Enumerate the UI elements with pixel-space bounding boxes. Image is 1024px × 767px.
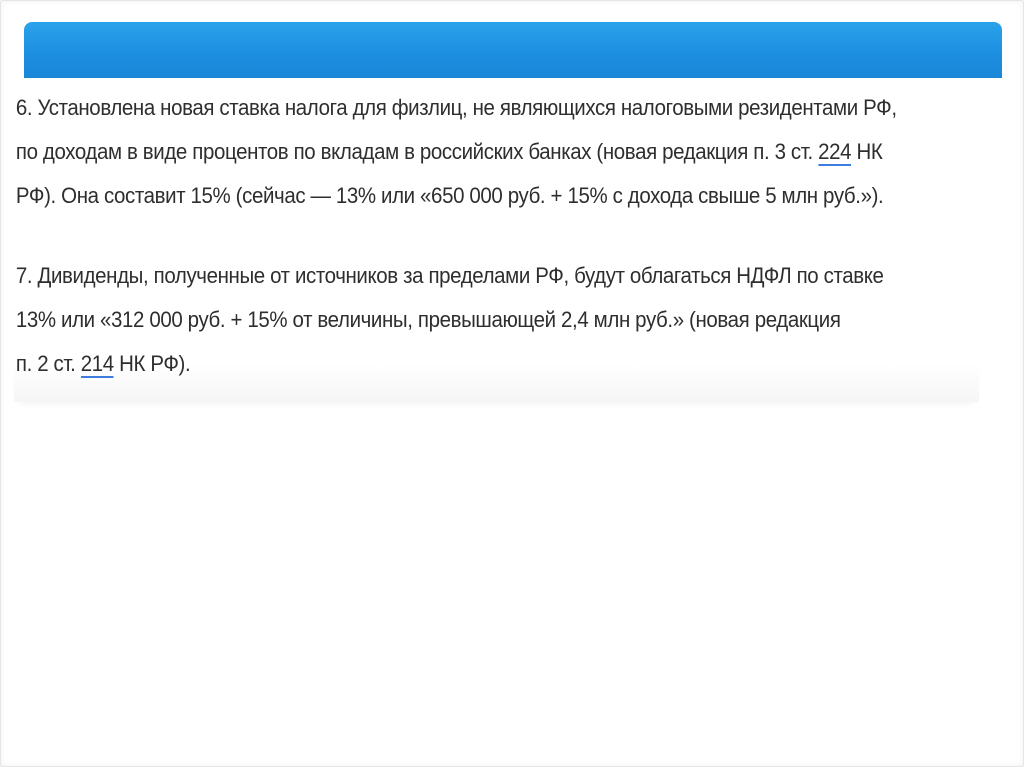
paragraph-7-line-3: [16, 342, 974, 386]
paragraph-7-line-2: 13% или «312 000 руб. + 15% от величины, превышающей 2,4 млн руб.» (новая редакция: [15, 307, 841, 332]
paragraph-6: [14, 86, 974, 218]
slide-content: [14, 86, 979, 402]
paragraph-6-line-1: 6. Установлена новая ставка налога для физлиц, не являющихся налоговыми резидентами РФ,: [15, 95, 897, 120]
paragraph-6-line-2-tail: НК: [851, 139, 883, 164]
paragraph-6-line-2-text: по доходам в виде процентов по вкладам в российских банках (новая редакция п. 3 ст.: [15, 139, 819, 164]
paragraph-7-line-1: 7. Дивиденды, полученные от источников за пределами РФ, будут облагаться НДФЛ по ставке: [15, 263, 884, 288]
article-224-link[interactable]: 224: [818, 139, 852, 164]
paragraph-6-line-3: РФ). Она составит 15% (сейчас — 13% или «650 000 руб. + 15% с дохода свыше 5 млн руб.»).: [15, 183, 884, 208]
article-214-link[interactable]: 214: [80, 351, 114, 376]
paragraph-7: [14, 254, 974, 386]
paragraph-7-line-3-text: п. 2 ст.: [15, 351, 81, 376]
paragraph-6-line-2: [16, 130, 974, 174]
header-bar: [24, 22, 1002, 78]
paragraph-7-line-3-tail: НК РФ).: [113, 351, 191, 376]
